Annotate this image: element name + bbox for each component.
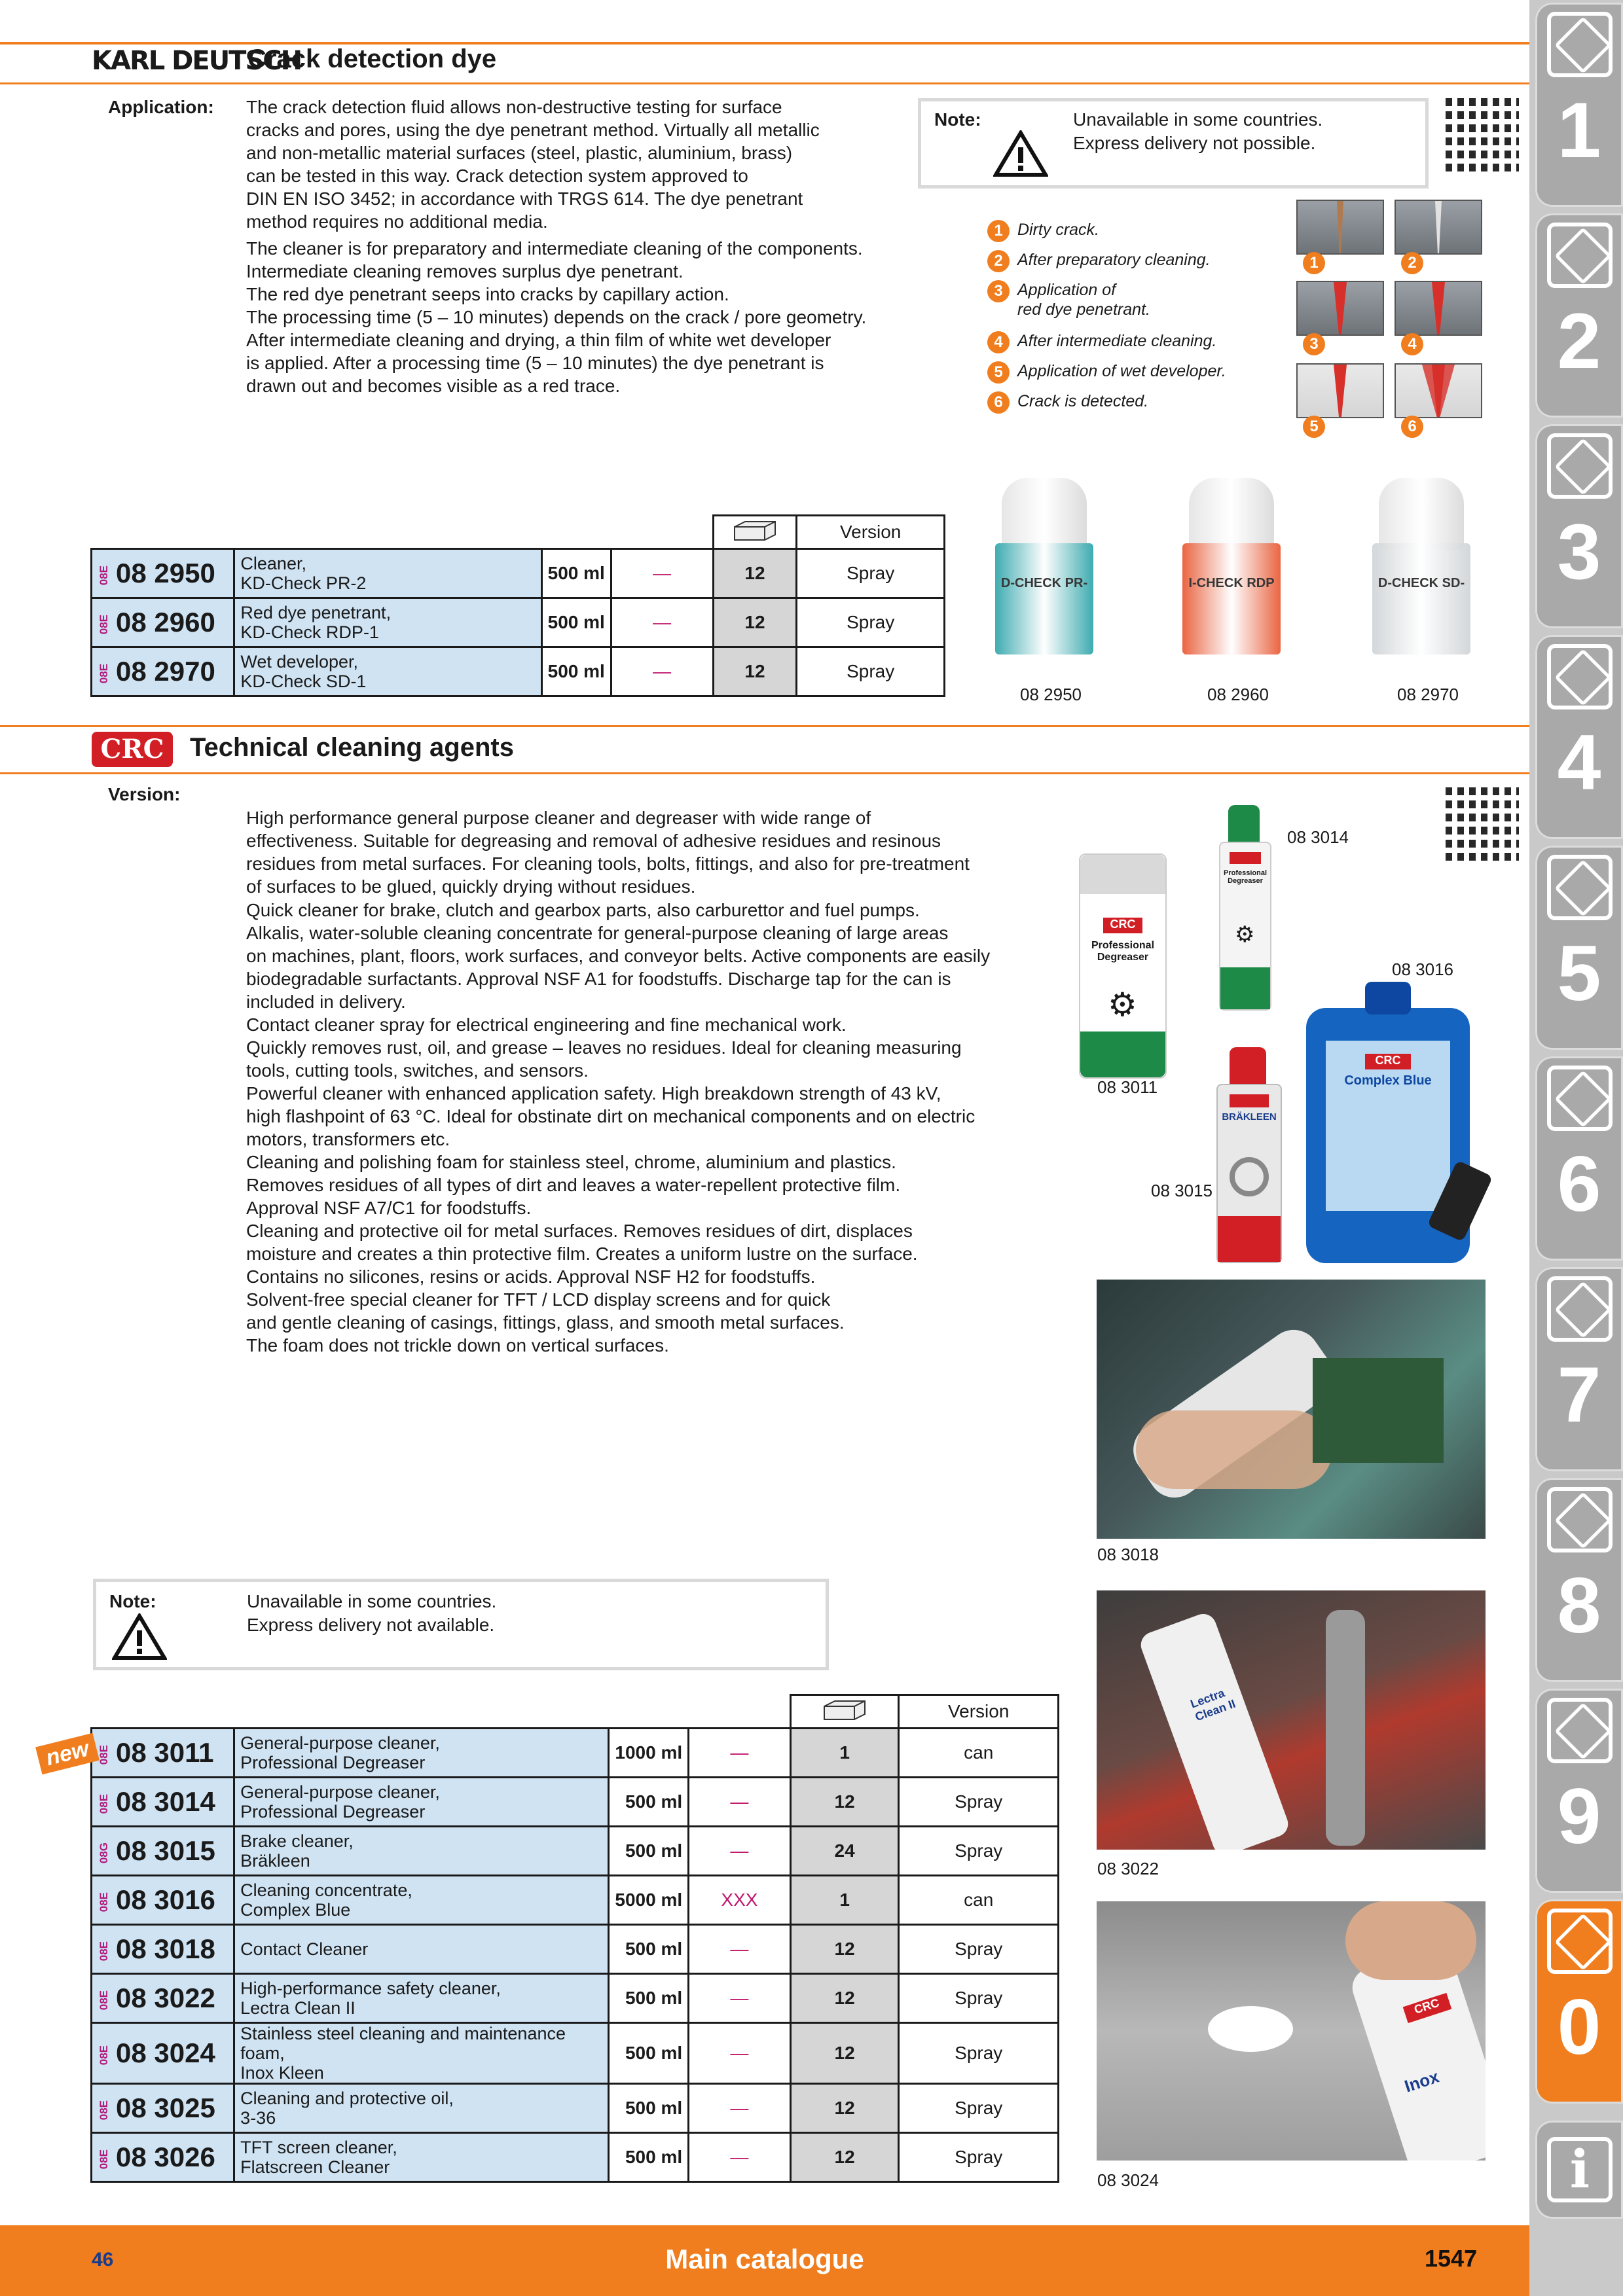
pack-quantity: 12 (790, 2023, 899, 2084)
caption-083018: 08 3018 (1097, 1545, 1159, 1564)
section-rule (0, 82, 1529, 84)
new-badge: new (35, 1733, 100, 1775)
step-item (987, 250, 1211, 272)
pack-quantity: 24 (790, 1827, 899, 1876)
description-cell (234, 1974, 609, 2023)
item-text-line: Quickly removes rust, oil, and grease – leaves no residues. Ideal for cleaning measuring (246, 1037, 962, 1058)
article-number: 08 3015 (116, 1835, 215, 1866)
article-number-cell (92, 1876, 234, 1925)
article-number-cell (92, 1827, 234, 1876)
availability-mark: — (689, 1827, 791, 1876)
step-number-badge: 6 (987, 391, 1010, 414)
caption-083011: 08 3011 (1097, 1077, 1158, 1097)
table-row[interactable] (92, 598, 945, 647)
pack-quantity: 12 (713, 647, 797, 696)
pliers-hammer-icon (1547, 1276, 1613, 1342)
photo-complex-blue-canister: CRC Complex Blue (1306, 982, 1486, 1263)
can-caption: 08 2950 (1020, 685, 1082, 704)
description-line-1: Cleaning and protective oil, (240, 2089, 454, 2108)
table-row[interactable] (92, 1729, 1059, 1778)
pack-quantity: 12 (790, 2084, 899, 2133)
description-line-2: KD-Check SD-1 (240, 672, 367, 691)
availability-mark: — (689, 1974, 791, 2023)
description-cell (234, 1729, 609, 1778)
can-caption: 08 2960 (1207, 685, 1269, 704)
item-text-line: on machines, plant, floors, work surfaces, and conveyor belts. Active components are easily (246, 946, 991, 966)
photo-contact-cleaner-usage (1097, 1280, 1486, 1539)
version-cell: Spray (899, 2023, 1059, 2084)
caption-083016: 08 3016 (1392, 960, 1453, 979)
gear-icon: ⚙ (1235, 922, 1255, 947)
article-number: 08 2950 (116, 558, 215, 588)
note-box (918, 98, 1429, 188)
description-cell (234, 2023, 609, 2084)
chapter-tab-5[interactable] (1535, 846, 1623, 1050)
description-line-2: KD-Check RDP-1 (240, 622, 379, 642)
brand-logo-karl-deutsch: KARL DEUTSCH (92, 46, 302, 76)
description-line-2: Professional Degreaser (240, 1753, 426, 1772)
availability-mark: — (611, 647, 713, 696)
step-text: Application of red dye penetrant. (1017, 281, 1150, 319)
version-cell: Spray (899, 2133, 1059, 2182)
gear-icon: ⚙ (1108, 986, 1137, 1023)
size-cell: 500 ml (541, 549, 611, 598)
article-number: 08 3026 (116, 2142, 215, 2172)
availability-mark: — (689, 1778, 791, 1827)
tool-holder-icon (1547, 433, 1613, 499)
description-line-1: General-purpose cleaner, (240, 1733, 440, 1753)
description-cell (234, 2084, 609, 2133)
table-row[interactable] (92, 2084, 1059, 2133)
pack-quantity: 1 (790, 1729, 899, 1778)
article-number-cell (92, 549, 234, 598)
item-text-line: Intermediate cleaning removes surplus dye penetrant. (246, 261, 684, 281)
price-group-tag: 08E (98, 1744, 110, 1765)
article-number: 08 3014 (116, 1786, 215, 1817)
photo-lectra-clean-usage: Lectra Clean II (1097, 1590, 1486, 1850)
article-number-cell (92, 2084, 234, 2133)
item-text-line: After intermediate cleaning and drying, a thin film of white wet developer (246, 330, 831, 350)
wrench-screwdriver-icon (1547, 1066, 1613, 1131)
crc-logo: CRC (1103, 918, 1142, 933)
size-cell: 500 ml (541, 598, 611, 647)
price-group-tag: 08E (98, 565, 110, 586)
application-label: Application: (108, 97, 214, 117)
step-item (987, 220, 1099, 242)
size-cell: 500 ml (541, 647, 611, 696)
step-item (987, 391, 1148, 414)
description-line-2: Flatscreen Cleaner (240, 2157, 390, 2177)
description-line-1: Red dye penetrant, (240, 603, 392, 622)
step-text: Application of wet developer. (1017, 362, 1226, 380)
qr-code[interactable] (1446, 787, 1519, 861)
version-cell: Spray (797, 598, 945, 647)
section-rule (0, 772, 1529, 774)
page-number: 46 (92, 2249, 114, 2270)
photo-spray-can-3 (1372, 478, 1470, 655)
box-icon (732, 519, 778, 541)
item-text-line: Cleaning and protective oil for metal surfaces. Removes residues of dirt, displaces (246, 1221, 913, 1241)
section-title: Technical cleaning agents (190, 733, 514, 762)
step-text: After intermediate cleaning. (1017, 332, 1217, 350)
article-number: 08 3024 (116, 2037, 215, 2068)
qr-code[interactable] (1446, 98, 1519, 171)
item-text-line: is applied. After a processing time (5 – 10 minutes) the dye penetrant is (246, 353, 824, 373)
warning-icon (112, 1613, 167, 1660)
size-cell: 500 ml (609, 1827, 689, 1876)
note-line-2: Express delivery not available. (247, 1615, 495, 1635)
application-line: cracks and pores, using the dye penetrant method. Virtually all metallic (246, 120, 820, 140)
section-title: Crack detection dye (247, 45, 497, 73)
drill-bit-icon (1547, 12, 1613, 77)
availability-mark: XXX (689, 1876, 791, 1925)
crack-diagram-4 (1395, 281, 1482, 353)
item-text-line: drawn out and becomes visible as a red trace. (246, 376, 621, 396)
item-text-line: Contact cleaner spray for electrical engineering and fine mechanical work. (246, 1014, 847, 1035)
description-line-1: Stainless steel cleaning and maintenance foam, (240, 2024, 566, 2063)
chapter-tab-9[interactable] (1535, 1689, 1623, 1893)
item-text-line: tools, cutting tools, switches, and sensors. (246, 1060, 589, 1081)
pack-quantity: 12 (713, 549, 797, 598)
price-group-tag: 08E (98, 1892, 110, 1912)
application-line: and non-metallic material surfaces (steel, plastic, aluminium, brass) (246, 143, 793, 163)
item-text-line: Approval NSF A7/C1 for foodstuffs. (246, 1198, 532, 1218)
table-row[interactable] (92, 549, 945, 598)
tool-cabinet-icon (1547, 1698, 1613, 1763)
step-text: After preparatory cleaning. (1017, 251, 1211, 269)
chapter-tab-6[interactable] (1535, 1056, 1623, 1261)
size-cell: 500 ml (609, 2023, 689, 2084)
item-text-line: Alkalis, water-soluble cleaning concentrate for general-purpose cleaning of large areas (246, 923, 949, 943)
can-label: D-CHECK PR- (1000, 576, 1088, 590)
article-number-cell (92, 1974, 234, 2023)
description-cell (234, 2133, 609, 2182)
description-line-1: Cleaning concentrate, (240, 1880, 412, 1900)
application-line: method requires no additional media. (246, 211, 548, 232)
availability-mark: — (689, 2133, 791, 2182)
crack-diagram-6 (1395, 363, 1482, 435)
brake-disc-icon (1230, 1157, 1269, 1196)
availability-mark: — (689, 1925, 791, 1974)
price-group-tag: 08E (98, 1990, 110, 2011)
item-text-line: included in delivery. (246, 992, 406, 1012)
description-line-2: KD-Check PR-2 (240, 573, 367, 593)
chapter-tab-1[interactable] (1535, 3, 1623, 207)
pack-quantity: 1 (790, 1876, 899, 1925)
pack-quantity: 12 (790, 2133, 899, 2182)
can-label: D-CHECK SD- (1377, 576, 1465, 590)
crack-diagram-5 (1296, 363, 1384, 435)
item-text-line: motors, transformers etc. (246, 1129, 450, 1149)
article-number-cell (92, 598, 234, 647)
version-cell: Spray (899, 1974, 1059, 2023)
description-line-2: Complex Blue (240, 1900, 351, 1920)
version-header: Version (797, 516, 945, 549)
article-number-cell (92, 1729, 234, 1778)
description-cell (234, 1876, 609, 1925)
photo-professional-degreaser-can: CRC Professional Degreaser ⚙ (1079, 853, 1167, 1079)
product-table-crack (90, 514, 945, 697)
size-cell: 5000 ml (609, 1876, 689, 1925)
availability-mark: — (689, 2023, 791, 2084)
item-text-line: effectiveness. Suitable for degreasing and removal of adhesive residues and resinous (246, 831, 941, 851)
availability-mark: — (689, 2084, 791, 2133)
article-number-cell (92, 2023, 234, 2084)
chapter-number: 3 (1557, 508, 1601, 596)
availability-mark: — (611, 598, 713, 647)
article-number-cell (92, 1778, 234, 1827)
note-line-2: Express delivery not possible. (1073, 133, 1316, 153)
crack-diagram-3 (1296, 281, 1384, 353)
chapter-tab-4[interactable] (1535, 635, 1623, 839)
article-number: 08 2970 (116, 656, 215, 687)
item-text-line: The processing time (5 – 10 minutes) depends on the crack / pore geometry. (246, 307, 867, 327)
item-text-line: residues from metal surfaces. For cleaning tools, bolts, fittings, and also for pre-treatment (246, 853, 970, 874)
step-item (987, 361, 1226, 384)
note-line-1: Unavailable in some countries. (247, 1591, 497, 1611)
note-box (93, 1579, 829, 1670)
price-group-tag: 08E (98, 1941, 110, 1962)
chapter-number: 5 (1557, 929, 1601, 1017)
price-group-tag: 08G (98, 1842, 110, 1863)
measuring-caliper-icon (1547, 644, 1613, 709)
caption-083024: 08 3024 (1097, 2170, 1159, 2190)
note-label: Note: (934, 109, 981, 130)
version-cell: can (899, 1876, 1059, 1925)
can-caption: 08 2970 (1397, 685, 1459, 704)
article-number: 08 3025 (116, 2092, 215, 2123)
step-number-badge: 3 (987, 280, 1010, 302)
diagram-number-badge: 2 (1401, 252, 1423, 274)
warning-icon (993, 130, 1048, 177)
section-rule (0, 42, 1529, 45)
table-row[interactable] (92, 2133, 1059, 2182)
photo-professional-degreaser-spray: Professional Degreaser ⚙ (1219, 805, 1269, 1008)
pack-unit-header (790, 1695, 899, 1729)
description-line-2: Professional Degreaser (240, 1802, 426, 1821)
item-text-line: Powerful cleaner with enhanced application safety. High breakdown strength of 43 kV, (246, 1083, 941, 1103)
chapter-number: 8 (1557, 1562, 1601, 1649)
box-icon (822, 1698, 867, 1721)
section-rule (0, 725, 1529, 727)
chapter-tab-2[interactable] (1535, 213, 1623, 418)
chapter-number: 9 (1557, 1772, 1601, 1860)
price-group-tag: 08E (98, 1793, 110, 1814)
caption-083022: 08 3022 (1097, 1859, 1159, 1878)
safety-gear-icon (1547, 1909, 1613, 1974)
diagram-number-badge: 5 (1303, 416, 1325, 438)
description-line-1: Wet developer, (240, 652, 359, 672)
diagram-number-badge: 4 (1401, 333, 1423, 355)
table-row[interactable] (92, 647, 945, 696)
item-text-line: Removes residues of all types of dirt and leaves a water-repellent protective film. (246, 1175, 901, 1195)
step-number-badge: 2 (987, 250, 1010, 272)
item-text-line: and gentle cleaning of casings, fittings, glass, and smooth metal surfaces. (246, 1312, 845, 1333)
chapter-number: 0 (1557, 1983, 1601, 2071)
availability-mark: — (611, 549, 713, 598)
product-table-cleaning (90, 1694, 1059, 2183)
version-cell: Spray (797, 549, 945, 598)
article-number: 08 2960 (116, 607, 215, 637)
chapter-number: 1 (1557, 86, 1601, 174)
article-number-cell (92, 1925, 234, 1974)
price-group-tag: 08E (98, 614, 110, 635)
availability-mark: — (689, 1729, 791, 1778)
crack-diagram-1 (1296, 200, 1384, 272)
table-row[interactable] (92, 1974, 1059, 2023)
item-text-line: Solvent-free special cleaner for TFT / LCD display screens and for quick (246, 1289, 831, 1310)
description-line-1: Cleaner, (240, 554, 306, 573)
chapter-number: 4 (1557, 719, 1601, 806)
size-cell: 500 ml (609, 1778, 689, 1827)
item-text-line: Contains no silicones, resins or acids. Approval NSF H2 for foodstuffs. (246, 1266, 816, 1287)
chapter-number: 6 (1557, 1140, 1601, 1228)
version-cell: Spray (899, 2084, 1059, 2133)
application-line: can be tested in this way. Crack detection system approved to (246, 166, 748, 186)
table-row[interactable] (92, 1925, 1059, 1974)
chapter-tab-8[interactable] (1535, 1478, 1623, 1682)
item-text-line: The cleaner is for preparatory and intermediate cleaning of the components. (246, 238, 863, 259)
step-text: Dirty crack. (1017, 221, 1099, 239)
description-line-2: 3-36 (240, 2108, 276, 2128)
cutting-insert-icon (1547, 223, 1613, 288)
caption-083015: 08 3015 (1151, 1181, 1213, 1200)
price-group-tag: 08E (98, 2100, 110, 2121)
article-number: 08 3011 (116, 1737, 214, 1768)
diagram-number-badge: 6 (1401, 416, 1423, 438)
size-cell: 500 ml (609, 1974, 689, 2023)
chapter-tab-0[interactable] (1535, 1899, 1623, 2104)
description-line-2: Bräkleen (240, 1851, 310, 1871)
application-line: The crack detection fluid allows non-destructive testing for surface (246, 97, 782, 117)
article-number: 08 3018 (116, 1933, 215, 1964)
size-cell: 500 ml (609, 2133, 689, 2182)
version-cell: Spray (899, 1827, 1059, 1876)
item-text-line: high flashpoint of 63 °C. Ideal for obstinate dirt on mechanical components and on electric (246, 1106, 976, 1126)
description-line-2: Inox Kleen (240, 2063, 324, 2083)
note-line-1: Unavailable in some countries. (1073, 109, 1323, 130)
version-header: Version (899, 1695, 1059, 1729)
article-number-cell (92, 647, 234, 696)
table-row[interactable] (92, 1827, 1059, 1876)
chapter-tab-7[interactable] (1535, 1267, 1623, 1471)
workshop-equipment-icon (1547, 1487, 1613, 1552)
version-cell: can (899, 1729, 1059, 1778)
price-group-tag: 08E (98, 663, 110, 684)
can-label: I-CHECK RDP (1188, 576, 1275, 590)
table-row[interactable] (92, 1876, 1059, 1925)
item-text-line: of surfaces to be glued, quickly drying without residues. (246, 876, 696, 897)
description-cell (234, 549, 541, 598)
description-line-1: General-purpose cleaner, (240, 1782, 440, 1802)
photo-inox-kleen-usage: CRC Inox (1097, 1901, 1486, 2161)
pack-quantity: 12 (790, 1778, 899, 1827)
description-line-1: Contact Cleaner (240, 1939, 369, 1959)
price-group-tag: 08E (98, 2045, 110, 2066)
application-line: DIN EN ISO 3452; in accordance with TRGS 614. The dye penetrant (246, 188, 803, 209)
step-number-badge: 4 (987, 331, 1010, 353)
pack-quantity: 12 (790, 1974, 899, 2023)
footer-bar (0, 2225, 1529, 2296)
version-cell: Spray (899, 1925, 1059, 1974)
description-cell (234, 647, 541, 696)
description-line-1: TFT screen cleaner, (240, 2138, 397, 2157)
price-group-tag: 08E (98, 2149, 110, 2170)
photo-spray-can-2 (1182, 478, 1281, 655)
note-label: Note: (109, 1591, 156, 1611)
description-cell (234, 1778, 609, 1827)
crack-diagram-2 (1395, 200, 1482, 272)
item-text-line: The foam does not trickle down on vertical surfaces. (246, 1335, 669, 1355)
table-row[interactable] (92, 2023, 1059, 2084)
step-item (987, 331, 1216, 353)
pack-quantity: 12 (790, 1925, 899, 1974)
photo-braekleen-spray: BRÄKLEEN (1216, 1047, 1279, 1261)
version-cell: Spray (899, 1778, 1059, 1827)
description-line-2: Lectra Clean II (240, 1998, 356, 2018)
caption-083014: 08 3014 (1287, 827, 1349, 847)
step-text: Crack is detected. (1017, 392, 1149, 410)
size-cell: 500 ml (609, 2084, 689, 2133)
size-cell: 500 ml (609, 1925, 689, 1974)
step-item (987, 280, 1150, 319)
diagram-number-badge: 1 (1303, 252, 1325, 274)
article-number-cell (92, 2133, 234, 2182)
article-number: 08 3016 (116, 1884, 215, 1915)
saw-blade-icon (1547, 855, 1613, 920)
step-number-badge: 1 (987, 220, 1010, 242)
info-tab[interactable] (1535, 2121, 1623, 2219)
item-text-line: The red dye penetrant seeps into cracks by capillary action. (246, 284, 729, 304)
version-label: Version: (108, 784, 181, 804)
item-text-line: biodegradable surfactants. Approval NSF A1 for foodstuffs. Discharge tap for the can is (246, 969, 951, 989)
chapter-tab-3[interactable] (1535, 424, 1623, 628)
catalogue-page-number: 1547 (1425, 2245, 1478, 2272)
brand-logo-crc: CRC (92, 732, 173, 767)
table-row[interactable] (92, 1778, 1059, 1827)
pack-quantity: 12 (713, 598, 797, 647)
description-cell (234, 598, 541, 647)
description-line-1: Brake cleaner, (240, 1831, 354, 1851)
item-text-line: Quick cleaner for brake, clutch and gearbox parts, also carburettor and fuel pumps. (246, 900, 920, 920)
item-text-line: High performance general purpose cleaner and degreaser with wide range of (246, 808, 871, 828)
description-cell (234, 1925, 609, 1974)
description-line-1: High-performance safety cleaner, (240, 1979, 501, 1998)
footer-title: Main catalogue (665, 2244, 864, 2274)
chapter-number: 7 (1557, 1351, 1601, 1439)
pack-unit-header (713, 516, 797, 549)
version-cell: Spray (797, 647, 945, 696)
item-text-line: moisture and creates a thin protective film. Creates a uniform lustre on the surface. (246, 1244, 918, 1264)
article-number: 08 3022 (116, 1982, 215, 2013)
size-cell: 1000 ml (609, 1729, 689, 1778)
info-icon: i (1547, 2137, 1613, 2202)
chapter-number: 2 (1557, 297, 1601, 385)
step-number-badge: 5 (987, 361, 1010, 384)
photo-spray-can-1 (995, 478, 1093, 655)
diagram-number-badge: 3 (1303, 333, 1325, 355)
description-cell (234, 1827, 609, 1876)
item-text-line: Cleaning and polishing foam for stainless steel, chrome, aluminium and plastics. (246, 1152, 896, 1172)
